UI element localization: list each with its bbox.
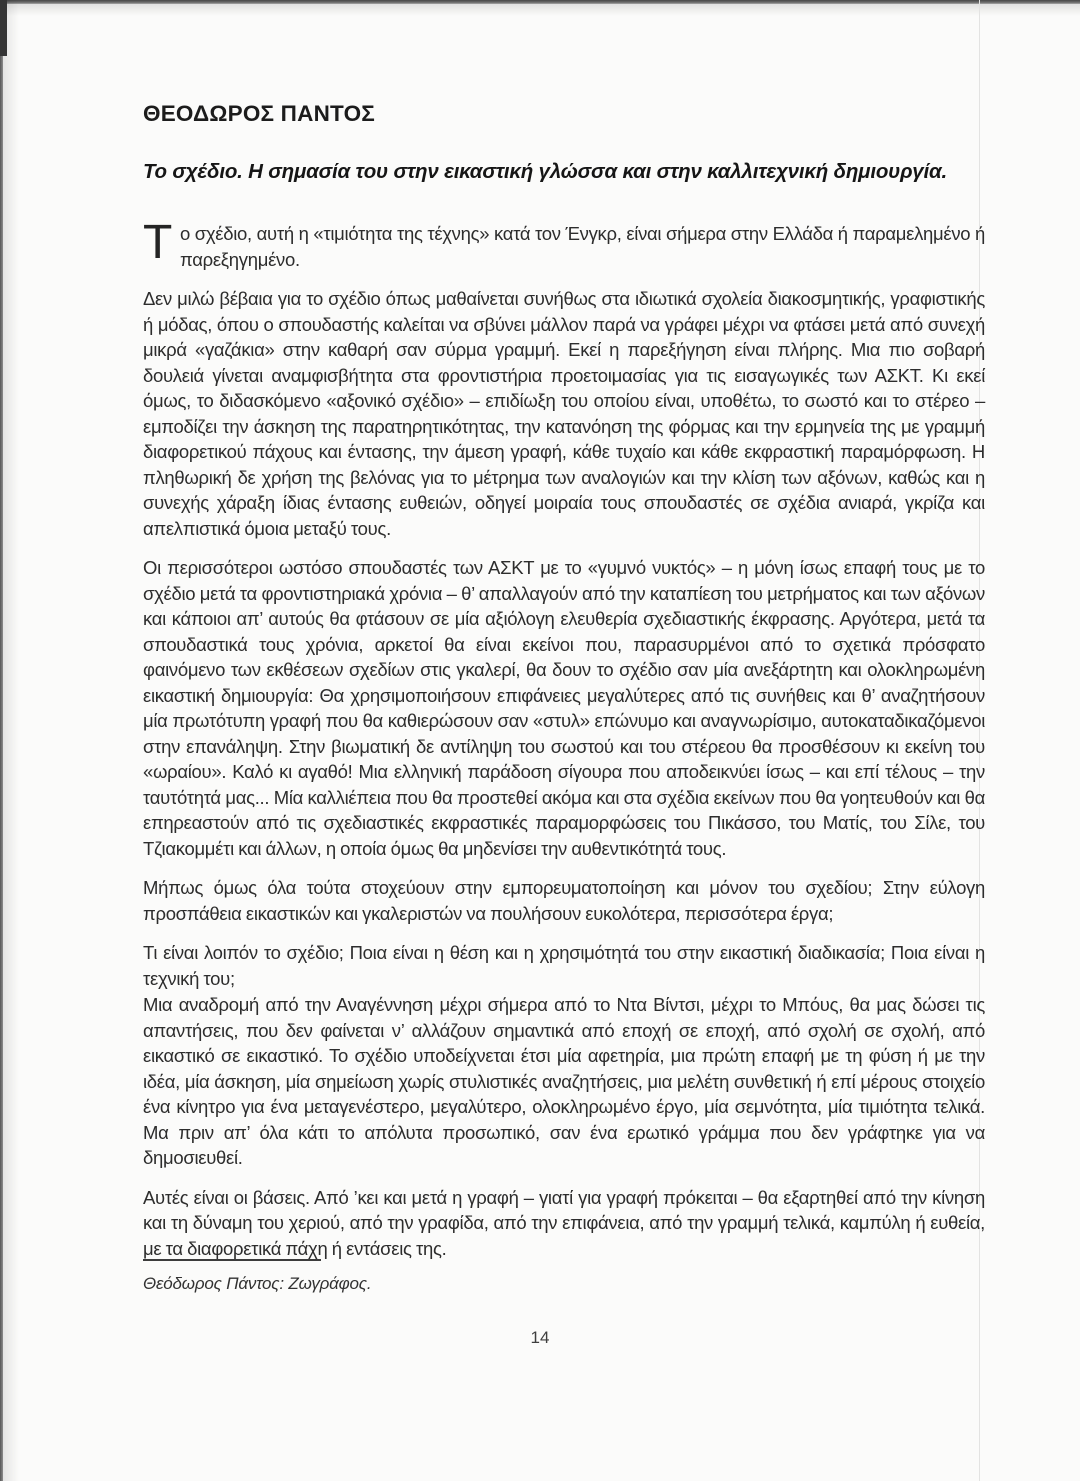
body-paragraph-5: Μια αναδρομή από την Αναγέννηση μέχρι σήμερα από το Ντα Βίντσι, μέχρι το Μπόυς, θα μας δώσει τις απαντήσεις, που δεν φαίνεται ν’ αλλάζουν σημαντικά από εποχή σε εποχή, από σχολή σε σχολή, από εικαστικό σε εικαστικό. Το σχέδιο υποδείχνεται έτσι μία αφετηρία, μια πρώτη επαφή με τη φύση ή με την ιδέα, μία άσκηση, μία σημείωση χωρίς στυλιστικές αναζητήσεις, μια μελέτη συνθετική ή επί μέρους στοιχείο ένα κίνητρο για ένα μεταγενέστερο, μεγαλύτερο, ολοκληρωμένο έργο, μία σεμνότητα, μία τιμιότητα τελικά. Μα πριν απ’ όλα κάτι το απόλυτα προσωπικό, σαν ένα ερωτικό γράμμα που δεν γράφτηκε για να δημοσιευθεί. [143, 994, 985, 1168]
scan-shade-left [3, 0, 19, 1481]
scan-corner-mark [0, 0, 7, 56]
body-paragraph-4: Τι είναι λοιπόν το σχέδιο; Ποια είναι η θέση και η χρησιμότητά του στην εικαστική διαδικασία; Ποια είναι η τεχνική του; [143, 942, 985, 989]
scan-shade-top [0, 4, 1080, 16]
body-paragraph-3: Μήπως όμως όλα τούτα στοχεύουν στην εμπορευματοποίηση και μόνον του σχεδίου; Στην εύλογη προσπάθεια εικαστικών και γκαλεριστών να πουλήσουν ευκολότερα, περισσότερα έργα; [143, 877, 985, 924]
dropcap-letter: Τ [143, 216, 173, 269]
body-paragraph-1: Δεν μιλώ βέβαια για το σχέδιο όπως μαθαίνεται συνήθως στα ιδιωτικά σχολεία διακοσμητικής, γραφιστικής ή μόδας, όπου ο σπουδαστής καλείται να σβύνει μάλλον παρά να γράφει μέχρι να φτάσει μετά από συνεχή μικρά «γαζάκια» στην καθαρή σαν σύρμα γραμμή. Εκεί η παρεξήγηση είναι πλήρης. Μια πιο σοβαρή δουλειά γίνεται αναμφισβήτητα στα φροντιστήρια προετοιμασίας για τις εισαγωγικές των ΑΣΚΤ. Κι εκεί όμως, το διδασκόμενο «αξονικό σχέδιο» – επιδίωξη του οποίου είναι, υποθέτω, το σωστό και το στέρεο – εμποδίζει την άσκηση της παρατηρητικότητας, την κατανόηση της φόρμας και την ερμηνεία της με γραμμή διαφορετικού πάχους και έντασης, την άμεση γραφή, κάθε τυχαίο και κάθε εκφραστική παραμόρφωση. Η πληθωρική δε χρήση της βελόνας για το μέτρημα των αναλογιών και την κλίση των αξόνων, καθώς και η συνεχής χάραξη ίδιας έντασης ευθειών, οδηγεί μοιραία τους σπουδαστές σε σχέδια ανιαρά, γκρίζα και απελπιστικά όμοια μεταξύ τους. [143, 288, 985, 539]
author-heading: ΘΕΟΔΩΡΟΣ ΠΑΝΤΟΣ [143, 101, 375, 126]
footnote-text: Θεόδωρος Πάντος: Ζωγράφος. [143, 1274, 372, 1293]
opening-paragraph [143, 216, 985, 272]
body-paragraph-6: Αυτές είναι οι βάσεις. Από ’κει και μετά η γραφή – γιατί για γραφή πρόκειται – θα εξαρτηθεί από την κίνηση και τη δύναμη του χεριού, από την γραφίδα, από την επιφάνεια, από την γραμμή τελικά, καμπύλη ή ευθεία, με τα διαφορετικά πάχη ή εντάσεις της. [143, 1186, 985, 1259]
footnote-divider [143, 1259, 321, 1261]
article-title: Το σχέδιο. Η σημασία του στην εικαστική γλώσσα και στην καλλιτεχνική δημιουργία. [143, 160, 948, 183]
body-paragraph-2: Οι περισσότεροι ωστόσο σπουδαστές των ΑΣΚΤ με το «γυμνό νυκτός» – η μόνη ίσως επαφή τους με το σχέδιο μετά τα φροντιστηριακά χρόνια – θ’ απαλλαγούν από την καταπίεση του μετρήματος και των αξόνων και κάποιοι απ’ αυτούς θα φτάσουν σε μία αξιόλογη ελευθερία σχεδιαστικής έκφρασης. Αργότερα, μετά τα σπουδαστικά τους χρόνια, αρκετοί θα είναι εκείνοι που, παρασυρμένοι από το σχετικά πρόσφατο φαινόμενο των εκθέσεων σχεδίων στις γκαλερί, θα δουν το σχέδιο σαν μία ανεξάρτητη και ολοκληρωμένη εικαστική δημιουργία: Θα χρησιμοποιήσουν επιφάνειες μεγαλύτερες από τις συνήθεις και θ’ αναζητήσουν μία πρωτότυπη γραφή που θα καθιερώσουν σαν «στυλ» επώνυμο και αναγνωρίσιμο, αυτοκαταδικαζόμενοι στην επανάληψη. Στην βιωματική δε αντίληψη του σωστού και του στέρεου θα προσθέσουν κι εκείνη του «ωραίου». Καλό κι αγαθό! Μια ελληνική παράδοση σίγουρα που αποδεικνύει ίσως – και επί τέλους – την ταυτότητά μας... Μία καλλιέπεια που θα προστεθεί ακόμα και στα σχέδια εκείνων που θα γοητευθούν και θα επηρεαστούν από τις σχεδιαστικές εκφραστικές παραμορφώσεις του Πικάσσο, του Ματίς, του Σίλε, του Τζιακομμέτι και άλλων, η οποία όμως θα μηδενίσει την αυθεντικότητά τους. [143, 557, 985, 859]
page-number: 14 [530, 1328, 550, 1347]
footnote-block [143, 1259, 985, 1294]
article-body [143, 101, 985, 1275]
opening-paragraph-text: ο σχέδιο, αυτή η «τιμιότητα της τέχνης» κατά τον Ένγκρ, είναι σήμερα στην Ελλάδα ή παραμελημένο ή παρεξηγημένο. [180, 223, 985, 270]
